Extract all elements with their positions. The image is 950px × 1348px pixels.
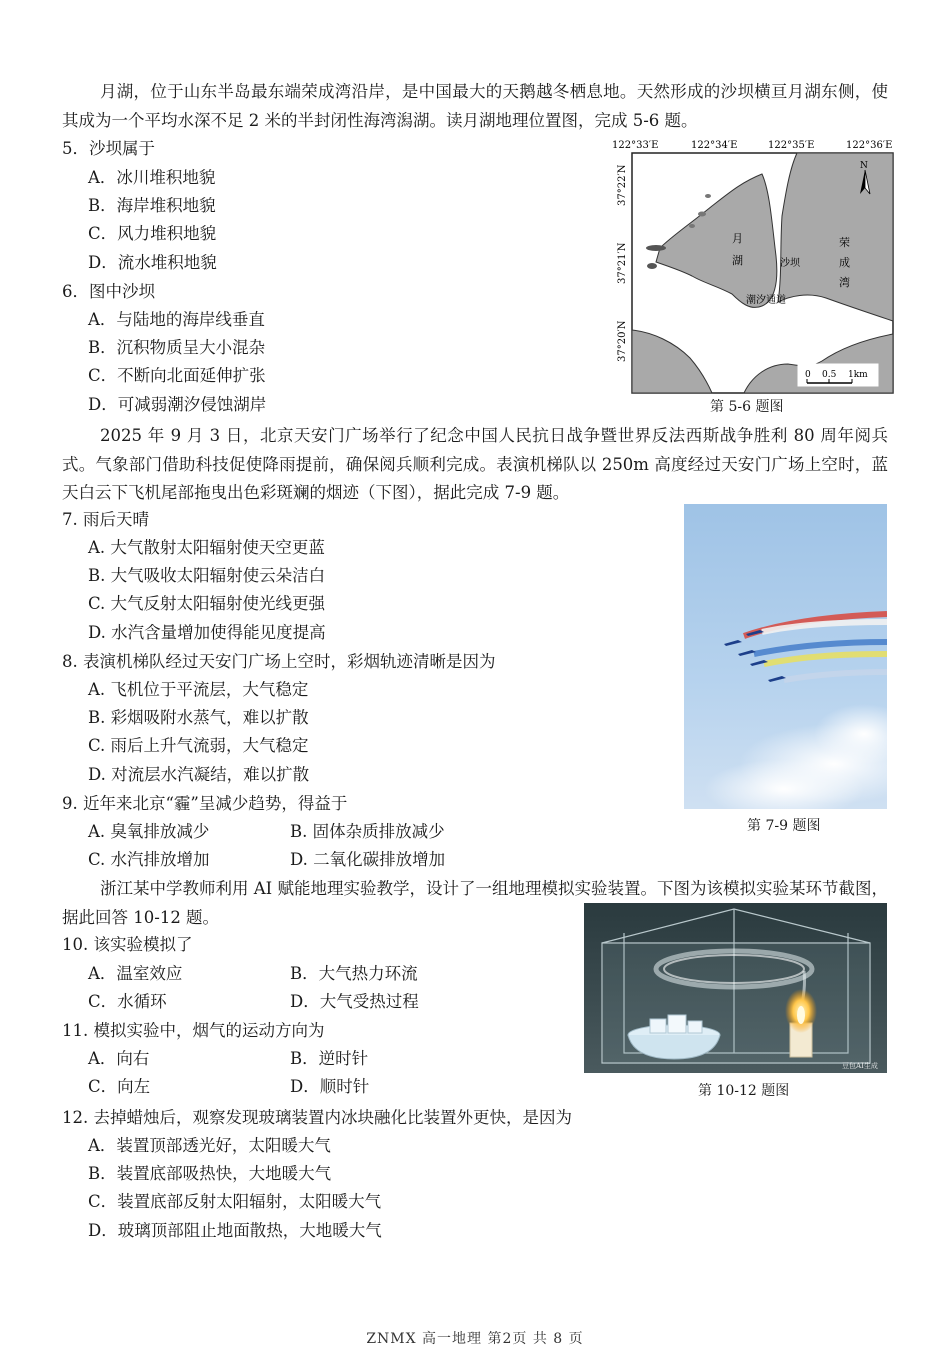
lon-label: 122°35′E (768, 140, 815, 151)
question-7-option-d[interactable]: D. 水汽含量增加使得能见度提高 (88, 623, 326, 642)
sand-bar-label: 沙坝 (780, 258, 800, 269)
question-6-option-b[interactable]: B．沉积物质呈大小混杂 (88, 338, 266, 357)
passage-parade: 2025 年 9 月 3 日，北京天安门广场举行了纪念中国人民抗日战争暨世界反法西斯战争胜利 80 周年阅兵式。气象部门借助科技促使降雨提前，确保阅兵顺利完成。表演机梯队以 250m 高度经过天安门广场上空时，蓝天白云下飞机尾部拖曳出色彩斑斓的烟迹（下图），据此完成 7-9 题。 (62, 426, 888, 502)
passage-ai-experiment: 浙江某中学教师利用 AI 赋能地理实验教学，设计了一组地理模拟实验装置。下图为该模拟实验某环节截图，据此回答 10-12 题。 (62, 879, 888, 927)
question-7-stem: 7. 雨后天晴 (62, 510, 149, 529)
islet (698, 212, 706, 217)
question-6-option-c[interactable]: C．不断向北面延伸扩张 (88, 366, 266, 385)
question-8-option-b[interactable]: B. 彩烟吸附水蒸气，难以扩散 (88, 708, 309, 727)
lon-label: 122°33′E (612, 140, 659, 151)
question-7-option-b[interactable]: B. 大气吸收太阳辐射使云朵洁白 (88, 566, 326, 585)
question-12-option-d[interactable]: D．玻璃顶部阻止地面散热，大地暖大气 (88, 1221, 382, 1240)
ai-watermark: 豆包AI生成 (842, 1062, 878, 1070)
question-5-option-d[interactable]: D．流水堆积地貌 (88, 253, 217, 272)
question-11-option-a[interactable]: A．向右 (88, 1049, 150, 1068)
question-9-option-d[interactable]: D. 二氧化碳排放增加 (290, 850, 446, 869)
scale-bar (798, 364, 878, 386)
islet (647, 263, 657, 269)
question-9-option-a[interactable]: A. 臭氧排放减少 (88, 822, 210, 841)
ice-cube (650, 1019, 666, 1033)
question-10-option-b[interactable]: B．大气热力环流 (290, 964, 418, 983)
experiment-photo-caption: 第 10-12 题图 (698, 1083, 790, 1099)
bay-label-char: 荣 (839, 236, 850, 249)
map-caption: 第 5-6 题图 (710, 399, 784, 415)
ice-cube (668, 1015, 686, 1033)
bay-label-char: 湾 (839, 276, 850, 289)
question-8-option-a[interactable]: A. 飞机位于平流层，大气稳定 (88, 680, 309, 699)
question-12-option-a[interactable]: A．装置顶部透光好，太阳暖大气 (88, 1136, 331, 1155)
passage-moon-lake: 月湖，位于山东半岛最东端荣成湾沿岸，是中国最大的天鹅越冬栖息地。天然形成的沙坝横亘月湖东侧，使其成为一个平均水深不足 2 米的半封闭性海湾潟湖。读月湖地理位置图，完成 5-6 题。 (62, 82, 888, 130)
question-5-option-b[interactable]: B．海岸堆积地貌 (88, 196, 216, 215)
question-9-option-c[interactable]: C. 水汽排放增加 (88, 850, 210, 869)
question-5-stem: 5．沙坝属于 (62, 139, 155, 158)
bay-label-char: 成 (839, 256, 850, 269)
scale-label: 0 (805, 370, 811, 380)
question-6-option-d[interactable]: D．可减弱潮汐侵蚀湖岸 (88, 395, 267, 414)
question-10-option-d[interactable]: D．大气受热过程 (290, 992, 419, 1011)
question-8-stem: 8. 表演机梯队经过天安门广场上空时，彩烟轨迹清晰是因为 (62, 652, 496, 671)
question-8-option-c[interactable]: C. 雨后上升气流弱，大气稳定 (88, 736, 309, 755)
question-8-option-d[interactable]: D. 对流层水汽凝结，难以扩散 (88, 765, 310, 784)
question-9-option-b[interactable]: B. 固体杂质排放减少 (290, 822, 445, 841)
parade-photo (684, 504, 887, 809)
question-6-stem: 6．图中沙坝 (62, 282, 155, 301)
question-5-option-a[interactable]: A．冰川堆积地貌 (88, 168, 216, 187)
question-12-option-b[interactable]: B．装置底部吸热快，大地暖大气 (88, 1164, 332, 1183)
islet (705, 194, 711, 198)
lat-label: 37°20′N (617, 320, 628, 362)
islet (646, 245, 666, 251)
parade-photo-caption: 第 7-9 题图 (747, 818, 821, 834)
ice-cube (688, 1021, 702, 1033)
question-6-option-a[interactable]: A．与陆地的海岸线垂直 (88, 310, 265, 329)
question-11-option-c[interactable]: C．向左 (88, 1077, 151, 1096)
lon-label: 122°34′E (691, 140, 738, 151)
question-12-option-c[interactable]: C．装置底部反射太阳辐射，太阳暖大气 (88, 1192, 382, 1211)
question-5-option-c[interactable]: C．风力堆积地貌 (88, 224, 217, 243)
north-label: N (860, 161, 868, 171)
page-footer: ZNMX 高一地理 第2页 共 8 页 (366, 1331, 584, 1347)
sand-bar-land (778, 153, 893, 321)
candle-flame-core (797, 1006, 805, 1024)
question-11-option-b[interactable]: B．逆时针 (290, 1049, 369, 1068)
lake-label-char: 月 (732, 232, 743, 245)
islet (689, 224, 695, 228)
question-10-option-a[interactable]: A．温室效应 (88, 964, 183, 983)
scale-label: 1km (848, 370, 868, 380)
question-7-option-c[interactable]: C. 大气反射太阳辐射使光线更强 (88, 594, 326, 613)
lake-label-char: 湖 (732, 254, 743, 267)
question-9-stem: 9. 近年来北京“霾”呈减少趋势，得益于 (62, 794, 348, 813)
lon-label: 122°36′E (846, 140, 893, 151)
question-11-stem: 11. 模拟实验中，烟气的运动方向为 (62, 1021, 325, 1040)
lat-label: 37°22′N (617, 164, 628, 206)
moon-lake-map (612, 136, 896, 398)
question-10-stem: 10. 该实验模拟了 (62, 935, 193, 954)
experiment-photo (584, 903, 887, 1073)
question-11-option-d[interactable]: D．顺时针 (290, 1077, 370, 1096)
question-12-stem: 12. 去掉蜡烛后，观察发现玻璃装置内冰块融化比装置外更快，是因为 (62, 1108, 572, 1127)
question-7-option-a[interactable]: A. 大气散射太阳辐射使天空更蓝 (88, 538, 325, 557)
question-10-option-c[interactable]: C．水循环 (88, 992, 167, 1011)
scale-label: 0.5 (822, 370, 837, 380)
lat-label: 37°21′N (617, 242, 628, 284)
tidal-channel-label: 潮汐通道 (746, 295, 786, 306)
